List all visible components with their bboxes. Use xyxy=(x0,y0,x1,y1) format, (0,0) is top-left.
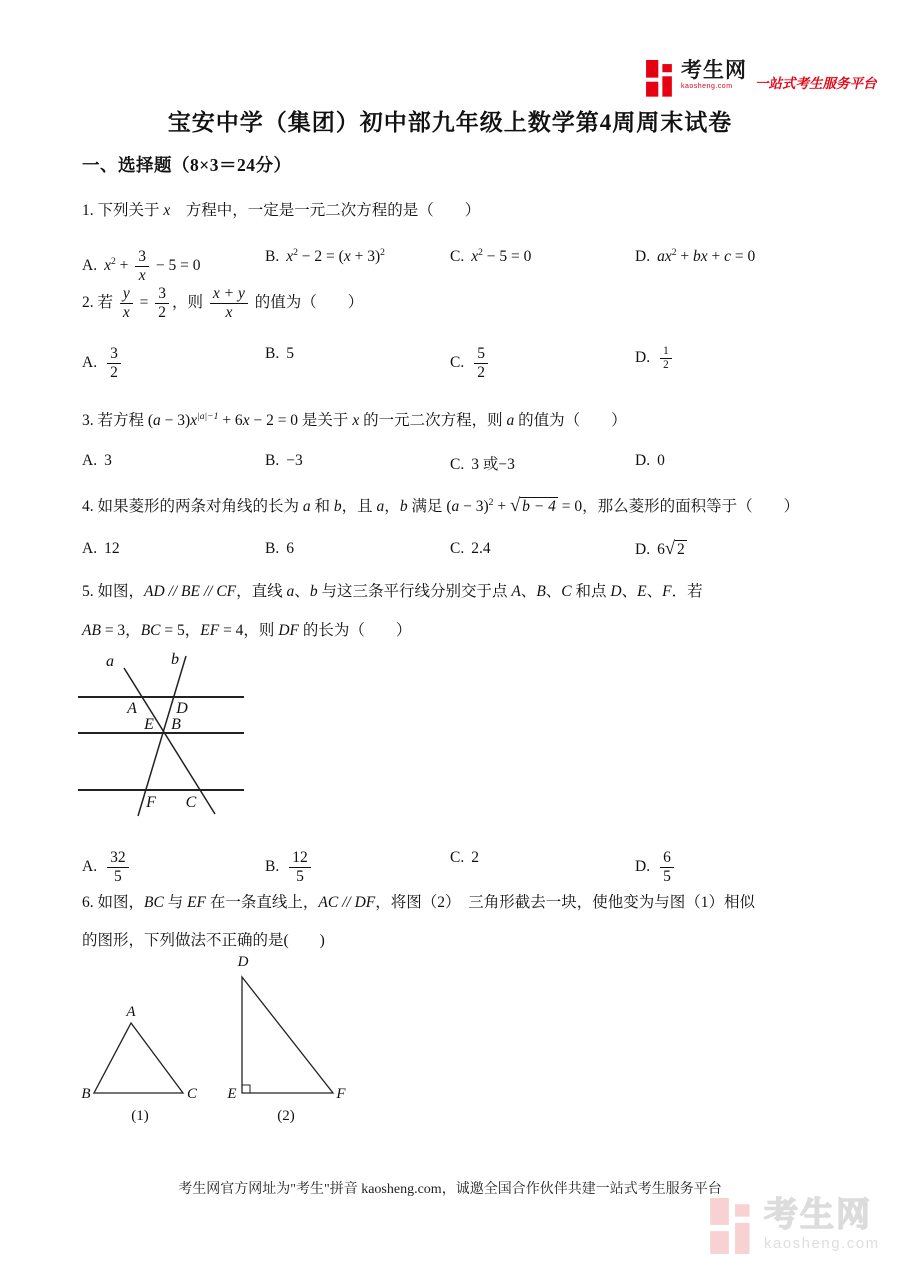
q2-option-c-label: C. xyxy=(450,353,465,371)
q3-option-a-body: 3 xyxy=(104,452,112,469)
parallel-lines-figure xyxy=(58,648,258,824)
q4-option-a-body: 12 xyxy=(104,540,120,557)
q1-option-d-label: D. xyxy=(635,248,651,265)
q4-option-b-label: B. xyxy=(265,540,280,557)
q3-option-c-body: 3 或−3 xyxy=(471,456,515,473)
q2-option-c xyxy=(450,345,491,382)
question-6-stem: 6. 如图，BC 与 EF 在一条直线上，AC // DF，将图（2） 三角形截去一块，使他变为与图（1）相似 的图形，下列做法不正确的是( ) xyxy=(82,894,756,949)
fig6-caption-2: (2) xyxy=(277,1108,295,1124)
q4-option-b-body: 6 xyxy=(286,540,294,557)
q5-option-b-body: $\frac{12}{5}$ xyxy=(286,858,314,875)
q3-option-b-label: B. xyxy=(265,452,280,469)
q3-option-c xyxy=(450,452,515,474)
fig6-point-D: D xyxy=(237,954,249,970)
section-heading: 一、选择题（8×3＝24分） xyxy=(82,155,292,175)
q4-option-a xyxy=(82,540,120,558)
triangles-figure xyxy=(78,950,368,1130)
q4-option-c xyxy=(450,540,491,558)
q5-option-d xyxy=(635,849,677,886)
q3-option-d-body: 0 xyxy=(657,452,665,469)
q3-option-c-label: C. xyxy=(450,456,465,473)
fig5-line-a-label: a xyxy=(106,653,114,670)
question-2-stem: 2. 若 $\frac{y}{x}$ = $\frac{3}{2}$ ，则 $\frac{x + y}{x}$ 的值为（ ） xyxy=(82,285,364,321)
q2-option-d-label: D. xyxy=(635,348,651,366)
q1-option-c xyxy=(450,248,531,266)
fig6-point-C: C xyxy=(186,1086,198,1102)
question-2-options xyxy=(0,345,900,385)
q5-option-a xyxy=(82,849,132,886)
q1-option-b-body: $x^2 - 2 = (x + 3)^2$ xyxy=(286,246,385,265)
q4-option-d-label: D. xyxy=(635,541,651,558)
fig5-point-D: D xyxy=(176,700,188,717)
q2-option-b-body: 5 xyxy=(286,345,294,362)
q4-option-d xyxy=(635,540,687,559)
q3-option-a-label: A. xyxy=(82,452,98,469)
q5-option-a-body: $\frac{32}{5}$ xyxy=(104,858,132,875)
kaosheng-logo xyxy=(646,60,896,98)
q4-option-c-label: C. xyxy=(450,540,465,557)
q4-option-b xyxy=(265,540,294,558)
q1-option-d xyxy=(635,248,755,266)
q3-option-d-label: D. xyxy=(635,452,651,469)
q5-option-c-label: C. xyxy=(450,849,465,866)
q4-option-d-body: 6√ 2 xyxy=(657,538,685,559)
fig6-point-F: F xyxy=(336,1086,346,1102)
fig5-point-E: E xyxy=(144,716,154,733)
q1-option-c-body: $x^2 - 5 = 0$ xyxy=(471,246,532,265)
q1-option-c-label: C. xyxy=(450,248,465,265)
brand-name: 考生网 xyxy=(681,59,747,82)
q1-option-b xyxy=(265,248,385,266)
q2-option-b-label: B. xyxy=(265,345,280,362)
fig5-line-b-label: b xyxy=(171,651,179,668)
kaosheng-h-icon xyxy=(646,60,676,98)
brand-domain: kaosheng.com xyxy=(681,83,733,90)
q5-option-b xyxy=(265,849,314,886)
brand-tagline: 一站式考生服务平台 xyxy=(755,76,877,91)
q1-option-d-body: $ax^2$ + bx + c = 0 xyxy=(657,246,756,265)
fig6-point-B: B xyxy=(81,1086,91,1102)
q3-option-d xyxy=(635,452,665,470)
question-5-stem: 5. 如图，AD // BE // CF，直线 a、b 与这三条平行线分别交于点 A、B、C 和点 D、E、F．若 AB = 3，BC = 5，EF = 4，则 DF 的长为（ ） xyxy=(82,583,703,639)
q5-option-d-body: $\frac{6}{5}$ xyxy=(657,858,677,875)
watermark-text xyxy=(764,1198,880,1251)
logo-text xyxy=(681,60,747,90)
q5-option-a-label: A. xyxy=(82,857,98,875)
watermark-domain: kaosheng.com xyxy=(764,1235,880,1252)
q3-option-a xyxy=(82,452,112,470)
watermark-brand: 考生网 xyxy=(764,1196,872,1234)
question-1-options xyxy=(0,248,900,288)
fig6-caption-1: (1) xyxy=(131,1108,149,1124)
q2-option-c-body: $\frac{5}{2}$ xyxy=(471,354,491,371)
q4-option-c-body: 2.4 xyxy=(471,540,491,557)
q1-option-a xyxy=(82,248,201,285)
q1-option-b-label: B. xyxy=(265,248,280,265)
q5-option-b-label: B. xyxy=(265,857,280,875)
footer-note: 考生网官方网址为"考生"拼音 kaosheng.com，诚邀全国合作伙伴共建一站式考生服务平台 xyxy=(178,1182,722,1197)
q5-option-d-label: D. xyxy=(635,857,651,875)
question-3-stem: 3. 若方程 $(a - 3)x^{|a|-1} + 6x - 2 = 0$ 是关于 x 的一元二次方程，则 a 的值为（ ） xyxy=(82,410,627,429)
page-title: 宝安中学（集团）初中部九年级上数学第4周周末试卷 xyxy=(167,110,733,135)
q3-option-b xyxy=(265,452,303,470)
q5-option-c-body: 2 xyxy=(471,849,479,866)
q2-option-d xyxy=(635,345,675,372)
fig5-point-A: A xyxy=(127,700,137,717)
question-5-options xyxy=(0,849,900,889)
q2-option-a-label: A. xyxy=(82,353,98,371)
question-3-options xyxy=(0,452,900,492)
fig5-point-F: F xyxy=(146,794,156,811)
fig6-point-E: E xyxy=(227,1086,237,1102)
q3-option-b-body: −3 xyxy=(286,452,303,469)
q1-option-a-body: $x^2$ + $\frac{3}{x}$ − 5 = 0 xyxy=(104,248,201,284)
q2-option-d-body: $\frac{1}{2}$ xyxy=(657,349,675,366)
question-1-stem: 1. 下列关于 x 方程中，一定是一元二次方程的是（ ） xyxy=(82,202,481,219)
fig6-point-A: A xyxy=(126,1004,136,1020)
fig5-point-C: C xyxy=(185,794,197,811)
q5-option-c xyxy=(450,849,479,867)
kaosheng-watermark xyxy=(710,1198,880,1256)
question-4-stem: 4. 如果菱形的两条对角线的长为 a 和 b，且 a，b 满足 $(a - 3)^2$ + √ b − 4 = 0，那么菱形的面积等于（ ） xyxy=(82,495,800,516)
q1-option-a-label: A. xyxy=(82,256,98,274)
q2-option-a-body: $\frac{3}{2}$ xyxy=(104,354,124,371)
fig5-point-B: B xyxy=(171,716,181,733)
q4-option-a-label: A. xyxy=(82,540,98,557)
watermark-h-icon xyxy=(710,1198,756,1256)
q2-option-a xyxy=(82,345,124,382)
q2-option-b xyxy=(265,345,294,363)
